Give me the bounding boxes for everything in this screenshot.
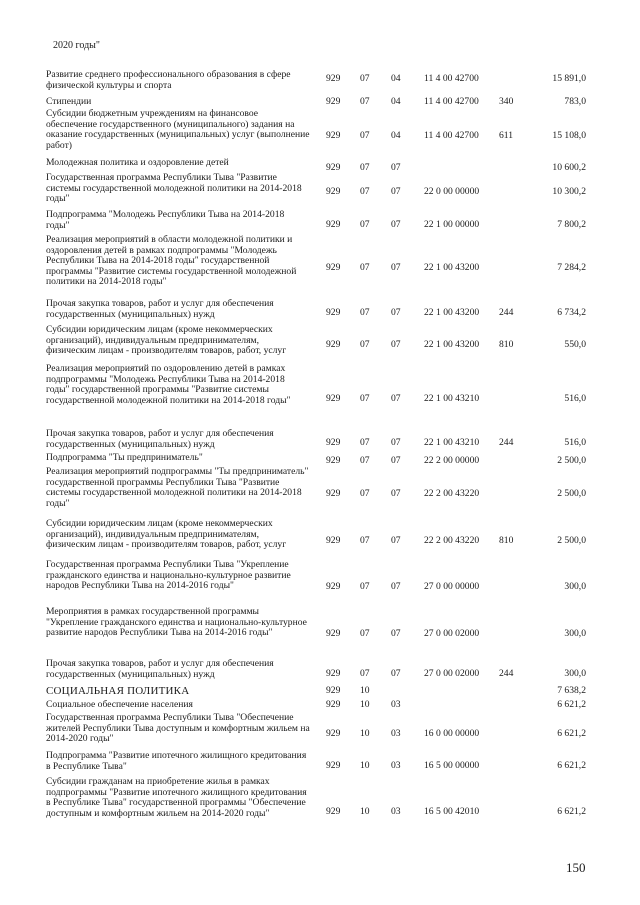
subsection-code: 03 (391, 699, 401, 710)
amount: 6 621,2 (557, 699, 586, 710)
row-description: Субсидии юридическим лицам (кроме некоммерческих организаций), индивидуальным предпринимателям, физическим лицам - производителям товаров, работ, услуг (46, 324, 287, 357)
section-code: 07 (360, 162, 370, 173)
amount: 783,0 (564, 96, 586, 107)
table-row (0, 519, 640, 553)
target-article-code: 27 0 00 02000 (424, 628, 480, 639)
amount: 7 800,2 (557, 219, 586, 230)
section-code: 07 (360, 628, 370, 639)
section-code: 07 (360, 307, 370, 318)
target-article-code: 22 1 00 43210 (424, 393, 480, 404)
expense-type-code: 810 (499, 535, 514, 546)
ministry-code: 929 (326, 437, 341, 448)
amount: 6 734,2 (557, 307, 586, 318)
target-article-code: 27 0 00 02000 (424, 668, 480, 679)
table-row (0, 429, 640, 451)
ministry-code: 929 (326, 728, 341, 739)
amount: 300,0 (564, 668, 586, 679)
subsection-code: 07 (391, 186, 401, 197)
subsection-code: 04 (391, 130, 401, 141)
table-row (0, 299, 640, 321)
subsection-code: 07 (391, 488, 401, 499)
amount: 6 621,2 (557, 760, 586, 771)
target-article-code: 22 1 00 43210 (424, 437, 480, 448)
ministry-code: 929 (326, 535, 341, 546)
amount: 6 621,2 (557, 728, 586, 739)
row-description: Реализация мероприятий в области молодежной политики и оздоровления детей в рамках подпрограммы "Молодежь Республики Тыва на 2014-2018 годы" государственной программы "Развитие системы государственной молодежной политики на 2014-2018 годы" (46, 234, 297, 288)
amount: 516,0 (564, 393, 586, 404)
table-row (0, 453, 640, 464)
subsection-code: 07 (391, 581, 401, 592)
ministry-code: 929 (326, 581, 341, 592)
row-description: СОЦИАЛЬНАЯ ПОЛИТИКА (46, 685, 190, 697)
row-description: Подпрограмма "Ты предприниматель" (46, 452, 203, 463)
subsection-code: 07 (391, 535, 401, 546)
row-description: Подпрограмма "Молодежь Республики Тыва на 2014-2018 годы" (46, 209, 285, 231)
expense-type-code: 244 (499, 668, 514, 679)
subsection-code: 07 (391, 219, 401, 230)
ministry-code: 929 (326, 455, 341, 466)
ministry-code: 929 (326, 806, 341, 817)
ministry-code: 929 (326, 130, 341, 141)
section-code: 10 (360, 699, 370, 710)
amount: 7 638,2 (557, 685, 586, 696)
target-article-code: 11 4 00 42700 (424, 96, 479, 107)
section-code: 10 (360, 760, 370, 771)
target-article-code: 22 1 00 00000 (424, 219, 480, 230)
table-row (0, 70, 640, 91)
row-description: Прочая закупка товаров, работ и услуг для обеспечения государственных (муниципальных) нужд (46, 428, 274, 450)
target-article-code: 22 0 00 00000 (424, 186, 480, 197)
target-article-code: 22 1 00 43200 (424, 339, 480, 350)
table-row (0, 713, 640, 747)
ministry-code: 929 (326, 628, 341, 639)
section-code: 07 (360, 186, 370, 197)
section-code: 07 (360, 96, 370, 107)
table-row (0, 659, 640, 681)
row-description: Подпрограмма "Развитие ипотечного жилищного кредитования в Республике Тыва" (46, 750, 307, 772)
ministry-code: 929 (326, 699, 341, 710)
table-row (0, 607, 640, 653)
row-description: Государственная программа Республики Тыва "Развитие системы государственной молодежной политики на 2014-2018 годы" (46, 172, 302, 205)
ministry-code: 929 (326, 339, 341, 350)
amount: 10 300,2 (552, 186, 586, 197)
amount: 300,0 (564, 581, 586, 592)
target-article-code: 22 1 00 43200 (424, 307, 480, 318)
table-row (0, 686, 640, 698)
amount: 15 891,0 (552, 73, 586, 84)
target-article-code: 22 2 00 00000 (424, 455, 480, 466)
table-row (0, 325, 640, 359)
expense-type-code: 340 (499, 96, 514, 107)
row-description: Мероприятия в рамках государственной программы "Укрепление гражданского единства и национально-культурное развитие народов Республики Тыва на 2014-2016 годы" (46, 606, 307, 639)
ministry-code: 929 (326, 262, 341, 273)
ministry-code: 929 (326, 186, 341, 197)
table-row (0, 109, 640, 155)
table-row (0, 777, 640, 835)
section-code: 07 (360, 535, 370, 546)
section-code: 07 (360, 130, 370, 141)
target-article-code: 22 2 00 43220 (424, 488, 480, 499)
row-description: Субсидии бюджетным учреждениям на финансовое обеспечение государственного (муниципального) задания на оказание государственных (муниципальных) услуг (выполнение работ) (46, 108, 310, 151)
target-article-code: 27 0 00 00000 (424, 581, 480, 592)
section-code: 07 (360, 219, 370, 230)
amount: 7 284,2 (557, 262, 586, 273)
ministry-code: 929 (326, 760, 341, 771)
table-row (0, 97, 640, 108)
subsection-code: 07 (391, 162, 401, 173)
target-article-code: 16 0 00 00000 (424, 728, 480, 739)
target-article-code: 11 4 00 42700 (424, 73, 479, 84)
target-article-code: 16 5 00 42010 (424, 806, 480, 817)
amount: 6 621,2 (557, 806, 586, 817)
table-row (0, 560, 640, 604)
section-code: 07 (360, 73, 370, 84)
table-row (0, 364, 640, 422)
amount: 2 500,0 (557, 488, 586, 499)
amount: 2 500,0 (557, 535, 586, 546)
row-description: Прочая закупка товаров, работ и услуг для обеспечения государственных (муниципальных) нужд (46, 658, 274, 680)
ministry-code: 929 (326, 73, 341, 84)
subsection-code: 07 (391, 455, 401, 466)
section-code: 07 (360, 393, 370, 404)
target-article-code: 22 1 00 43200 (424, 262, 480, 273)
table-row (0, 467, 640, 513)
row-description: Молодежная политика и оздоровление детей (46, 157, 229, 168)
row-description: Социальное обеспечение населения (46, 699, 193, 710)
subsection-code: 07 (391, 393, 401, 404)
continuation-header: 2020 годы" (53, 40, 100, 51)
target-article-code: 22 2 00 43220 (424, 535, 480, 546)
section-code: 10 (360, 806, 370, 817)
amount: 300,0 (564, 628, 586, 639)
ministry-code: 929 (326, 162, 341, 173)
table-row (0, 700, 640, 711)
section-code: 10 (360, 728, 370, 739)
section-code: 10 (360, 685, 370, 696)
subsection-code: 07 (391, 307, 401, 318)
section-code: 07 (360, 339, 370, 350)
row-description: Субсидии гражданам на приобретение жилья в рамках подпрограммы "Развитие ипотечного жилищного кредитования в Республике Тыва" государственной программы "Обеспечение доступным и комфортным жильем на 2014-2020 годы" (46, 776, 307, 819)
amount: 10 600,2 (552, 162, 586, 173)
section-code: 07 (360, 668, 370, 679)
table-row (0, 210, 640, 232)
row-description: Государственная программа Республики Тыва "Укрепление гражданского единства и национально-культурное развитие народов Республики Тыва на 2014-2016 годы" (46, 559, 291, 592)
ministry-code: 929 (326, 393, 341, 404)
row-description: Стипендии (46, 96, 92, 107)
row-description: Государственная программа Республики Тыва "Обеспечение жителей Республики Тыва доступным и комфортным жильем на 2014-2020 годы" (46, 712, 310, 745)
section-code: 07 (360, 581, 370, 592)
target-article-code: 16 5 00 00000 (424, 760, 480, 771)
expense-type-code: 810 (499, 339, 514, 350)
row-description: Субсидии юридическим лицам (кроме некоммерческих организаций), индивидуальным предпринимателям, физическим лицам - производителям товаров, работ, услуг (46, 518, 287, 551)
expense-type-code: 244 (499, 437, 514, 448)
subsection-code: 07 (391, 437, 401, 448)
subsection-code: 04 (391, 96, 401, 107)
ministry-code: 929 (326, 668, 341, 679)
subsection-code: 04 (391, 73, 401, 84)
ministry-code: 929 (326, 488, 341, 499)
row-description: Прочая закупка товаров, работ и услуг для обеспечения государственных (муниципальных) нужд (46, 298, 274, 320)
amount: 2 500,0 (557, 455, 586, 466)
table-row (0, 157, 640, 173)
section-code: 07 (360, 262, 370, 273)
ministry-code: 929 (326, 219, 341, 230)
table-row (0, 751, 640, 773)
subsection-code: 07 (391, 628, 401, 639)
ministry-code: 929 (326, 685, 341, 696)
row-description: Реализация мероприятий подпрограммы "Ты предприниматель" государственной программы Республики Тыва "Развитие системы государственной молодежной политики на 2014-2018 годы" (46, 466, 309, 509)
target-article-code: 11 4 00 42700 (424, 130, 479, 141)
ministry-code: 929 (326, 307, 341, 318)
section-code: 07 (360, 488, 370, 499)
table-row (0, 235, 640, 291)
amount: 15 108,0 (552, 130, 586, 141)
subsection-code: 03 (391, 760, 401, 771)
row-description: Реализация мероприятий по оздоровлению детей в рамках подпрограммы "Молодежь Республики Тыва на 2014-2018 годы" государственной программы "Развитие системы государственной молодежной политики на 2014-2018 годы" (46, 363, 291, 406)
section-code: 07 (360, 455, 370, 466)
subsection-code: 07 (391, 668, 401, 679)
subsection-code: 07 (391, 339, 401, 350)
expense-type-code: 244 (499, 307, 514, 318)
subsection-code: 03 (391, 806, 401, 817)
expense-type-code: 611 (499, 130, 514, 141)
amount: 550,0 (564, 339, 586, 350)
ministry-code: 929 (326, 96, 341, 107)
subsection-code: 07 (391, 262, 401, 273)
amount: 516,0 (564, 437, 586, 448)
subsection-code: 03 (391, 728, 401, 739)
row-description: Развитие среднего профессионального образования в сфере физической культуры и спорта (46, 69, 291, 91)
section-code: 07 (360, 437, 370, 448)
table-row (0, 173, 640, 207)
page-number: 150 (566, 860, 586, 875)
